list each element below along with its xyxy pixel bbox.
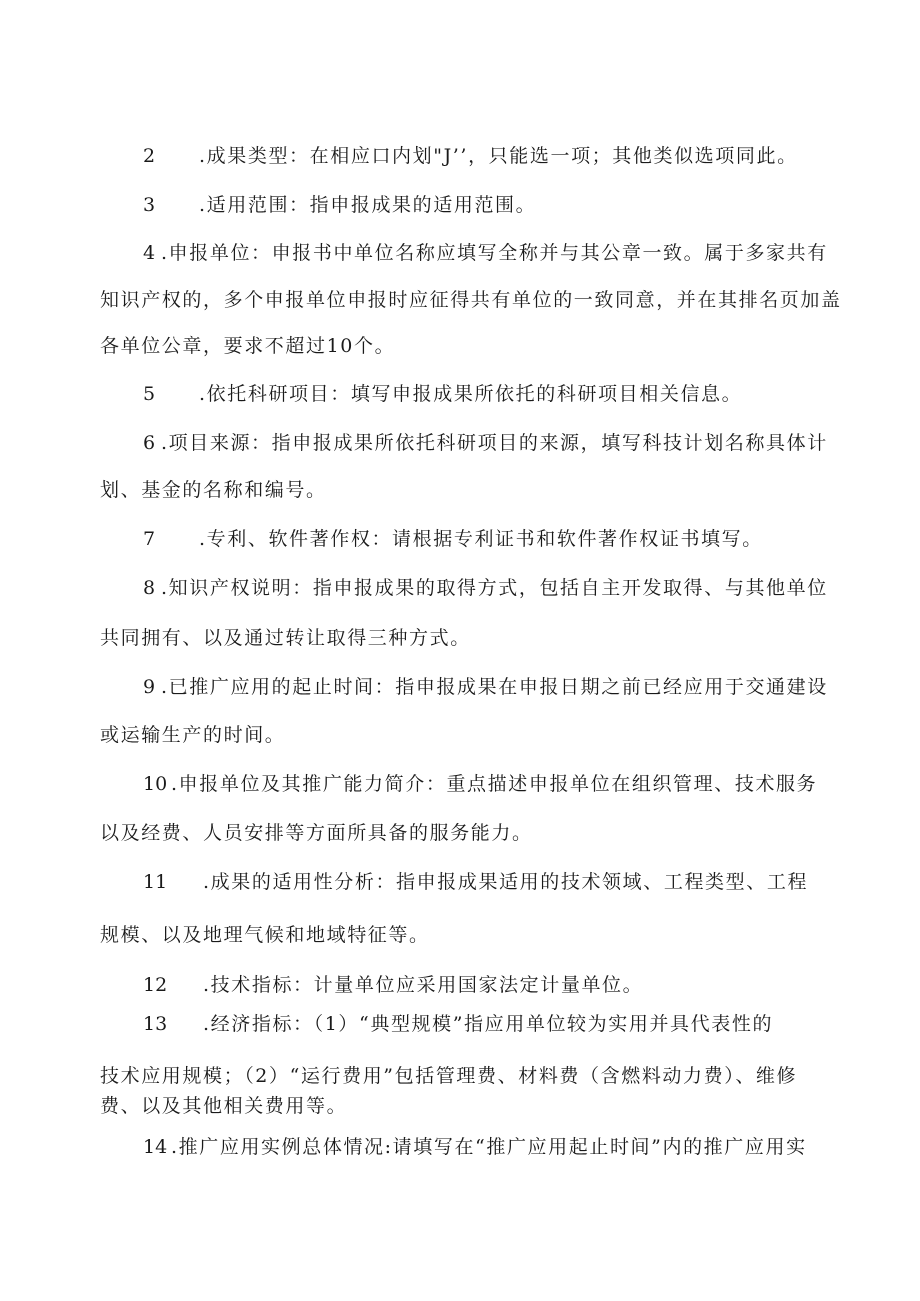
note-13-line-2: 技术应用规模；（2）“运行费用”包括管理费、材料费（含燃料动力费）、维修	[100, 1065, 798, 1087]
note-number: 4	[143, 242, 156, 264]
note-5-line-1	[143, 381, 865, 407]
note-text: .专利、软件著作权：请根据专利证书和软件著作权证书填写。	[199, 528, 763, 550]
note-text: .知识产权说明：指申报成果的取得方式，包括自主开发取得、与其他单位	[161, 577, 828, 599]
note-number: 3	[143, 194, 156, 216]
note-2-line-1	[143, 143, 865, 169]
note-6-line-2: 划、基金的名称和编号。	[100, 479, 327, 501]
note-10-line-2: 以及经费、人员安排等方面所具备的服务能力。	[100, 822, 533, 844]
note-number: 13	[143, 1013, 168, 1035]
note-9-line-2: 或运输生产的时间。	[100, 724, 286, 746]
note-text: .申报单位及其推广能力简介：重点描述申报单位在组织管理、技术服务	[171, 773, 818, 795]
note-text: .成果的适用性分析：指申报成果适用的技术领域、工程类型、工程	[203, 871, 809, 893]
note-13-line-3: 费、以及其他相关费用等。	[100, 1095, 348, 1117]
note-number: 8	[143, 577, 156, 599]
note-number: 11	[143, 871, 168, 893]
note-number: 10	[143, 773, 168, 795]
note-11-line-2: 规模、以及地理气候和地域特征等。	[100, 924, 430, 946]
note-11-line-1	[143, 869, 865, 895]
note-text: .经济指标：（1）“典型规模”指应用单位较为实用并具代表性的	[203, 1013, 774, 1035]
note-number: 2	[143, 145, 156, 167]
note-text: .项目来源：指申报成果所依托科研项目的来源，填写科技计划名称具体计	[161, 432, 828, 454]
note-text: .已推广应用的起止时间：指申报成果在申报日期之前已经应用于交通建设	[161, 676, 828, 698]
note-10-line-1	[143, 771, 865, 797]
note-4-line-2: 知识产权的，多个申报单位申报时应征得共有单位的一致同意，并在其排名页加盖	[100, 289, 842, 311]
note-number: 7	[143, 528, 156, 550]
note-text: .技术指标：计量单位应采用国家法定计量单位。	[203, 974, 644, 996]
note-4-line-1	[143, 240, 865, 266]
note-9-line-1	[143, 674, 865, 700]
note-7-line-1	[143, 526, 865, 552]
note-text: .成果类型：在相应口内划"J’’，只能选一项；其他类似选项同此。	[199, 145, 798, 167]
note-number: 14	[143, 1136, 168, 1158]
note-4-line-3: 各单位公章，要求不超过10个。	[100, 335, 396, 357]
note-text: .适用范围：指申报成果的适用范围。	[199, 194, 537, 216]
note-text: .推广应用实例总体情况:请填写在“推广应用起止时间”内的推广应用实	[171, 1136, 807, 1158]
note-number: 12	[143, 974, 168, 996]
note-text: .申报单位：申报书中单位名称应填写全称并与其公章一致。属于多家共有	[161, 242, 828, 264]
note-6-line-1	[143, 430, 865, 456]
note-8-line-2: 共同拥有、以及通过转让取得三种方式。	[100, 627, 471, 649]
note-text: .依托科研项目：填写申报成果所依托的科研项目相关信息。	[199, 383, 743, 405]
note-3-line-1	[143, 192, 865, 218]
note-number: 5	[143, 383, 156, 405]
note-13-line-1	[143, 1011, 865, 1037]
note-14-line-1	[143, 1134, 865, 1160]
note-8-line-1	[143, 575, 865, 601]
note-number: 6	[143, 432, 156, 454]
note-12-line-1	[143, 972, 865, 998]
note-number: 9	[143, 676, 156, 698]
